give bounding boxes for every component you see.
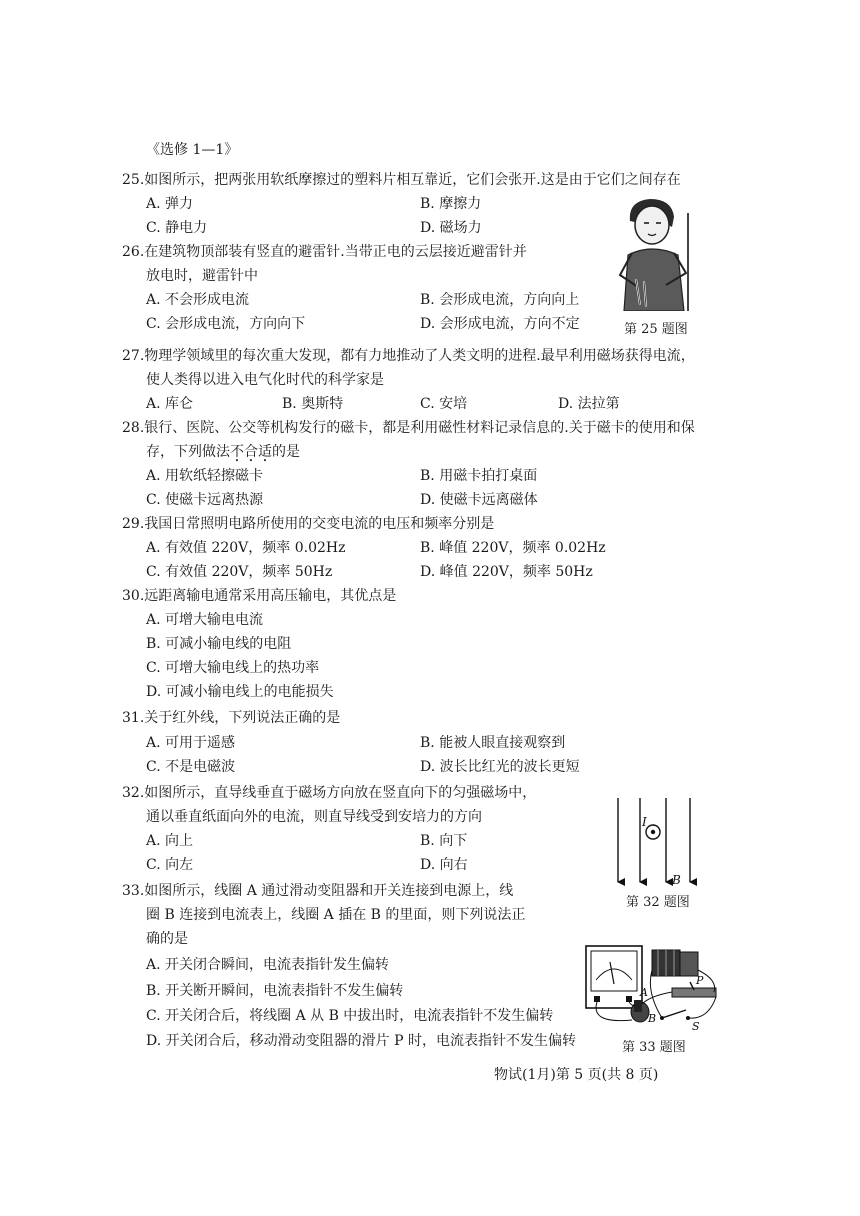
question-25-option-c: C. 静电力 (146, 220, 208, 236)
question-32-option-c: C. 向左 (146, 857, 194, 873)
figure-25-person-with-plastic-sheets (610, 193, 700, 311)
question-31-option-d: D. 波长比红光的波长更短 (420, 759, 580, 775)
question-26-stem-line1: 26.在建筑物顶部装有竖直的避雷针.当带正电的云层接近避雷针并 (122, 244, 527, 260)
question-27-option-c: C. 安培 (420, 396, 468, 412)
question-33-option-b: B. 开关断开瞬间，电流表指针不发生偏转 (146, 983, 404, 999)
question-30-option-d: D. 可减小输电线上的电能损失 (146, 684, 334, 700)
question-29-option-d: D. 峰值 220V，频率 50Hz (420, 564, 593, 580)
question-32-option-b: B. 向下 (420, 833, 468, 849)
page-footer: 物试(1月)第 5 页(共 8 页) (494, 1067, 659, 1083)
question-28-stem-line2 (146, 443, 300, 461)
question-33-stem-line2: 圈 B 连接到电流表上，线圈 A 插在 B 的里面，则下列说法正 (146, 907, 526, 923)
question-28-stem-line2-b: 的是 (272, 444, 300, 460)
question-26-stem-line2: 放电时，避雷针中 (146, 268, 258, 284)
question-33-stem-line3: 确的是 (146, 931, 188, 947)
label-S: S (692, 1020, 700, 1032)
label-A: A (640, 986, 648, 999)
question-28-emphasis-2: 合 (244, 444, 258, 460)
question-31-option-b: B. 能被人眼直接观察到 (420, 735, 566, 751)
question-29-option-b: B. 峰值 220V，频率 0.02Hz (420, 540, 606, 556)
question-30-option-b: B. 可减小输电线的电阻 (146, 636, 292, 652)
question-25-stem: 25.如图所示，把两张用软纸摩擦过的塑料片相互靠近，它们会张开.这是由于它们之间存在 (122, 172, 681, 188)
question-30-option-c: C. 可增大输电线上的热功率 (146, 660, 320, 676)
question-27-stem-line1: 27.物理学领域里的每次重大发现，都有力地推动了人类文明的进程.最早利用磁场获得电流， (122, 348, 695, 364)
section-title: 《选修 1—1》 (146, 142, 239, 158)
question-27-stem-line2: 使人类得以进入电气化时代的科学家是 (146, 372, 384, 388)
question-28-emphasis-1: 不 (230, 444, 244, 460)
question-32-option-a: A. 向上 (146, 833, 194, 849)
question-32-option-d: D. 向右 (420, 857, 468, 873)
question-33-stem-line1: 33.如图所示，线圈 A 通过滑动变阻器和开关连接到电源上，线 (122, 883, 514, 899)
question-28-emphasis-3: 适 (258, 444, 272, 460)
question-25-option-a: A. 弹力 (146, 196, 194, 212)
label-P: P (696, 974, 704, 987)
label-I: I (642, 815, 647, 829)
question-25-option-d: D. 磁场力 (420, 220, 482, 236)
question-26-option-b: B. 会形成电流，方向向上 (420, 292, 580, 308)
question-32-stem-line1: 32.如图所示，直导线垂直于磁场方向放在竖直向下的匀强磁场中， (122, 785, 537, 801)
question-28-option-a: A. 用软纸轻擦磁卡 (146, 468, 264, 484)
question-29-option-c: C. 有效值 220V，频率 50Hz (146, 564, 333, 580)
label-B: B (672, 873, 681, 887)
question-27-option-a: A. 库仑 (146, 396, 194, 412)
question-30-stem: 30.远距离输电通常采用高压输电，其优点是 (122, 588, 397, 604)
figure-25-caption: 第 25 题图 (624, 322, 688, 337)
question-30-option-a: A. 可增大输电电流 (146, 612, 264, 628)
question-31-option-c: C. 不是电磁波 (146, 759, 236, 775)
figure-32-magnetic-field-diagram (608, 792, 700, 892)
question-28-stem-line2-a: 存，下列做法 (146, 444, 230, 460)
question-27-option-b: B. 奥斯特 (282, 396, 344, 412)
question-33-option-c: C. 开关闭合后，将线圈 A 从 B 中拔出时，电流表指针不发生偏转 (146, 1008, 554, 1024)
question-31-option-a: A. 可用于遥感 (146, 735, 236, 751)
question-33-option-a: A. 开关闭合瞬间，电流表指针发生偏转 (146, 957, 390, 973)
question-25-option-b: B. 摩擦力 (420, 196, 482, 212)
question-28-option-d: D. 使磁卡远离磁体 (420, 492, 538, 508)
question-26-option-a: A. 不会形成电流 (146, 292, 250, 308)
question-28-stem-line1: 28.银行、医院、公交等机构发行的磁卡，都是利用磁性材料记录信息的.关于磁卡的使用和保 (122, 420, 695, 436)
question-29-stem: 29.我国日常照明电路所使用的交变电流的电压和频率分别是 (122, 516, 495, 532)
question-27-option-d: D. 法拉第 (558, 396, 620, 412)
question-28-option-b: B. 用磁卡拍打桌面 (420, 468, 538, 484)
question-26-option-c: C. 会形成电流，方向向下 (146, 316, 306, 332)
switch-icon (662, 1010, 686, 1018)
figure-33-induction-apparatus (580, 940, 722, 1032)
figure-33-caption: 第 33 题图 (622, 1040, 686, 1055)
label-B: B (648, 1012, 657, 1025)
figure-32-caption: 第 32 题图 (626, 895, 690, 910)
question-28-option-c: C. 使磁卡远离热源 (146, 492, 264, 508)
question-26-option-d: D. 会形成电流，方向不定 (420, 316, 580, 332)
question-29-option-a: A. 有效值 220V，频率 0.02Hz (146, 540, 346, 556)
question-32-stem-line2: 通以垂直纸面向外的电流，则直导线受到安培力的方向 (146, 809, 482, 825)
question-33-option-d: D. 开关闭合后，移动滑动变阻器的滑片 P 时，电流表指针不发生偏转 (146, 1033, 576, 1049)
question-31-stem: 31.关于红外线，下列说法正确的是 (122, 710, 341, 726)
